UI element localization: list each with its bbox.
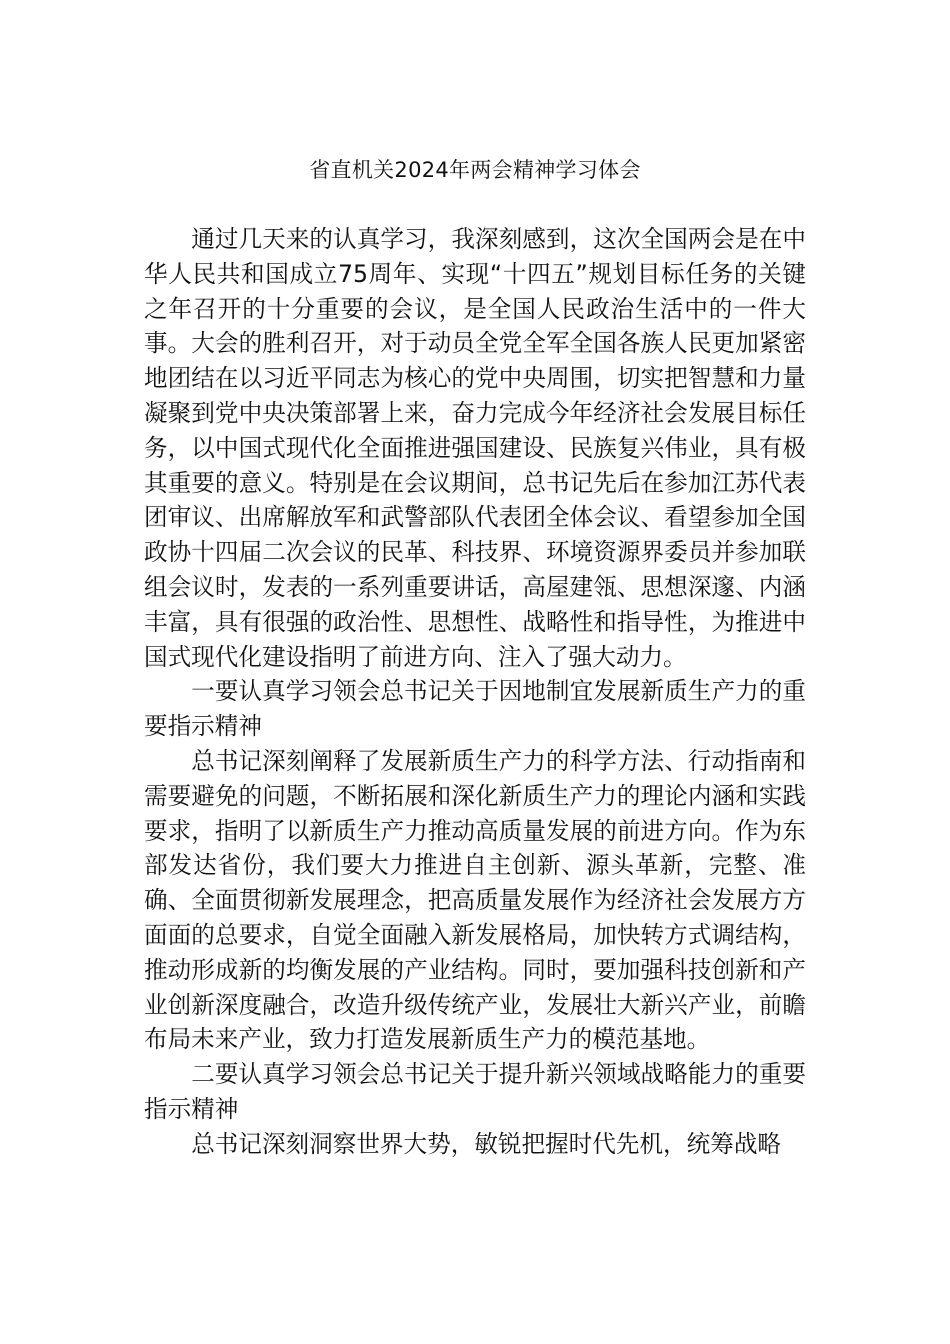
- document-page: [144, 0, 806, 1344]
- paragraph-section-1: 总书记深刻阐释了发展新质生产力的科学方法、行动指南和需要避免的问题，不断拓展和深化新质生产力的理论内涵和实践要求，指明了以新质生产力推动高质量发展的前进方向。作为东部发达省份，我们要大力推进自主创新、源头革新，完整、准确、全面贯彻新发展理念，把高质量发展作为经济社会发展方方面面的总要求，自觉全面融入新发展格局，加快转方式调结构，推动形成新的均衡发展的产业结构。同时，要加强科技创新和产业创新深度融合，改造升级传统产业，发展壮大新兴产业，前瞻布局未来产业，致力打造发展新质生产力的模范基地。: [144, 746, 806, 1054]
- document-body: [144, 222, 806, 1162]
- section-heading-1: 一要认真学习领会总书记关于因地制宜发展新质生产力的重要指示精神: [144, 677, 806, 741]
- paragraph-section-2: 总书记深刻洞察世界大势，敏锐把握时代先机，统筹战略: [191, 1129, 782, 1158]
- paragraph-intro: 通过几天来的认真学习，我深刻感到，这次全国两会是在中华人民共和国成立75周年、实现“十四五”规划目标任务的关键之年召开的十分重要的会议，是全国人民政治生活中的一件大事。大会的胜利召开，对于动员全党全军全国各族人民更加紧密地团结在以习近平同志为核心的党中央周围，切实把智慧和力量凝聚到党中央决策部署上来，奋力完成今年经济社会发展目标任务，以中国式现代化全面推进强国建设、民族复兴伟业，具有极其重要的意义。特别是在会议期间，总书记先后在参加江苏代表团审议、出席解放军和武警部队代表团全体会议、看望参加全国政协十四届二次会议的民革、科技界、环境资源界委员并参加联组会议时，发表的一系列重要讲话，高屋建瓴、思想深邃、内涵丰富，具有很强的政治性、思想性、战略性和指导性，为推进中国式现代化建设指明了前进方向、注入了强大动力。: [144, 225, 806, 671]
- document-title: 省直机关2024年两会精神学习体会: [309, 158, 641, 182]
- section-heading-2: 二要认真学习领会总书记关于提升新兴领域战略能力的重要指示精神: [144, 1060, 806, 1123]
